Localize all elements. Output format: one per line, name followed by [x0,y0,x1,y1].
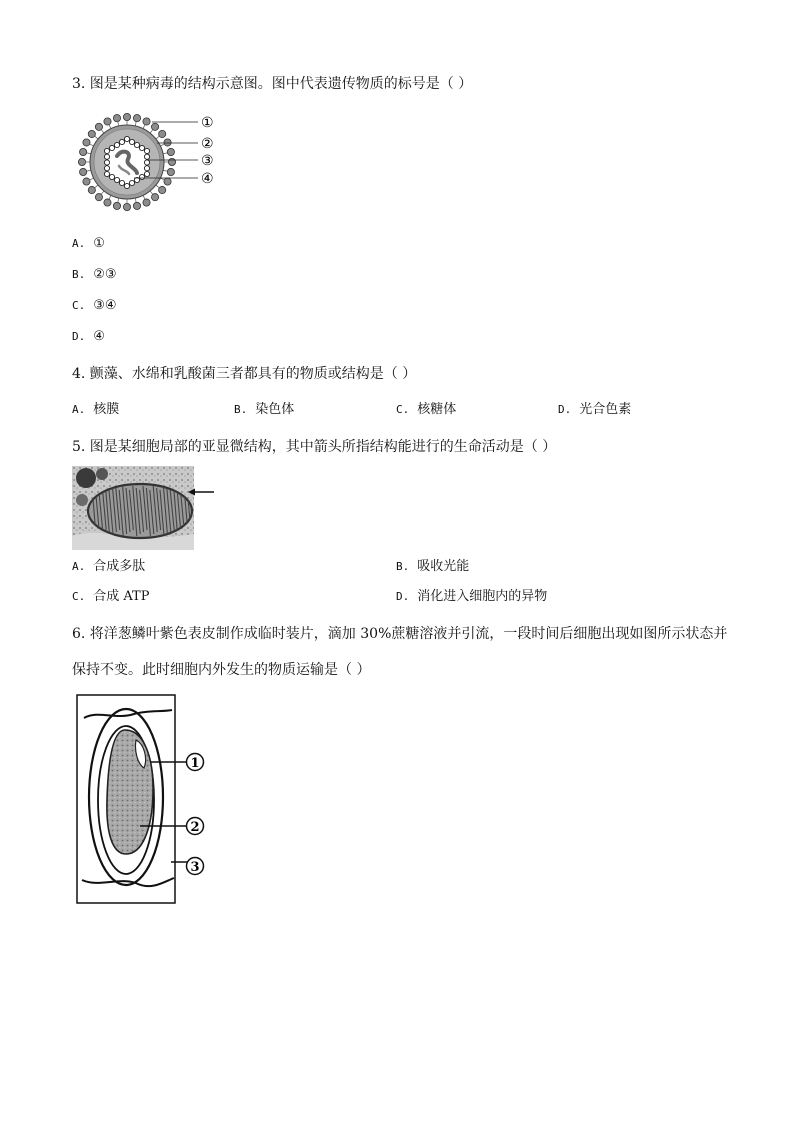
option-text: ②③ [93,267,117,282]
option-key: D. [558,403,572,416]
option-text: ① [93,236,105,251]
option-key: D. [72,330,86,343]
virus-label-4: ④ [201,171,214,187]
q4-option-a[interactable] [72,401,119,419]
option-key: B. [396,560,410,573]
option-text: 吸收光能 [417,559,470,574]
q3-option-c[interactable] [72,297,117,315]
question-5-stem: 5. 图是某细胞局部的亚显微结构，其中箭头所指结构能进行的生命活动是（ ） [72,439,557,455]
q5-option-d[interactable] [396,588,547,606]
virus-label-2: ② [201,136,214,152]
cell-label-1: 1 [190,756,200,771]
q3-option-d[interactable] [72,328,105,346]
q4-option-d[interactable] [558,401,631,419]
q3-option-a[interactable] [72,235,105,253]
q4-option-b[interactable] [234,401,294,419]
option-text: 核糖体 [417,402,457,417]
virus-structure-diagram [70,108,230,214]
q4-option-c[interactable] [396,401,456,419]
cell-label-3: 3 [190,860,200,875]
option-text: 合成 ATP [93,589,150,604]
q3-option-b[interactable] [72,266,117,284]
option-text: ④ [93,329,105,344]
option-key: C. [72,299,86,312]
q5-option-c[interactable] [72,588,149,606]
q5-option-a[interactable] [72,558,145,576]
virus-label-1: ① [201,115,214,131]
option-text: ③④ [93,298,117,313]
q5-option-b[interactable] [396,558,469,576]
option-text: 消化进入细胞内的异物 [417,589,548,604]
option-key: C. [72,590,86,603]
virus-label-3: ③ [201,153,214,169]
option-key: A. [72,403,86,416]
option-text: 核膜 [93,402,120,417]
option-key: B. [234,403,248,416]
option-key: B. [72,268,86,281]
option-key: A. [72,560,86,573]
plasmolysis-cell-diagram [76,694,216,906]
mitochondrion-micrograph [72,466,214,550]
option-key: D. [396,590,410,603]
option-text: 染色体 [255,402,295,417]
option-text: 合成多肽 [93,559,146,574]
option-key: A. [72,237,86,250]
question-3-stem: 3. 图是某种病毒的结构示意图。图中代表遗传物质的标号是（ ） [72,76,473,92]
cell-label-2: 2 [190,820,200,835]
question-4-stem: 4. 颤藻、水绵和乳酸菌三者都具有的物质或结构是（ ） [72,366,417,382]
question-6-stem-line-1: 6. 将洋葱鳞叶紫色表皮制作成临时装片，滴加 30%蔗糖溶液并引流，一段时间后细胞出现如图所示状态并 [72,626,728,642]
question-6-stem-line-2: 保持不变。此时细胞内外发生的物质运输是（ ） [72,662,371,678]
option-text: 光合色素 [579,402,632,417]
option-key: C. [396,403,410,416]
